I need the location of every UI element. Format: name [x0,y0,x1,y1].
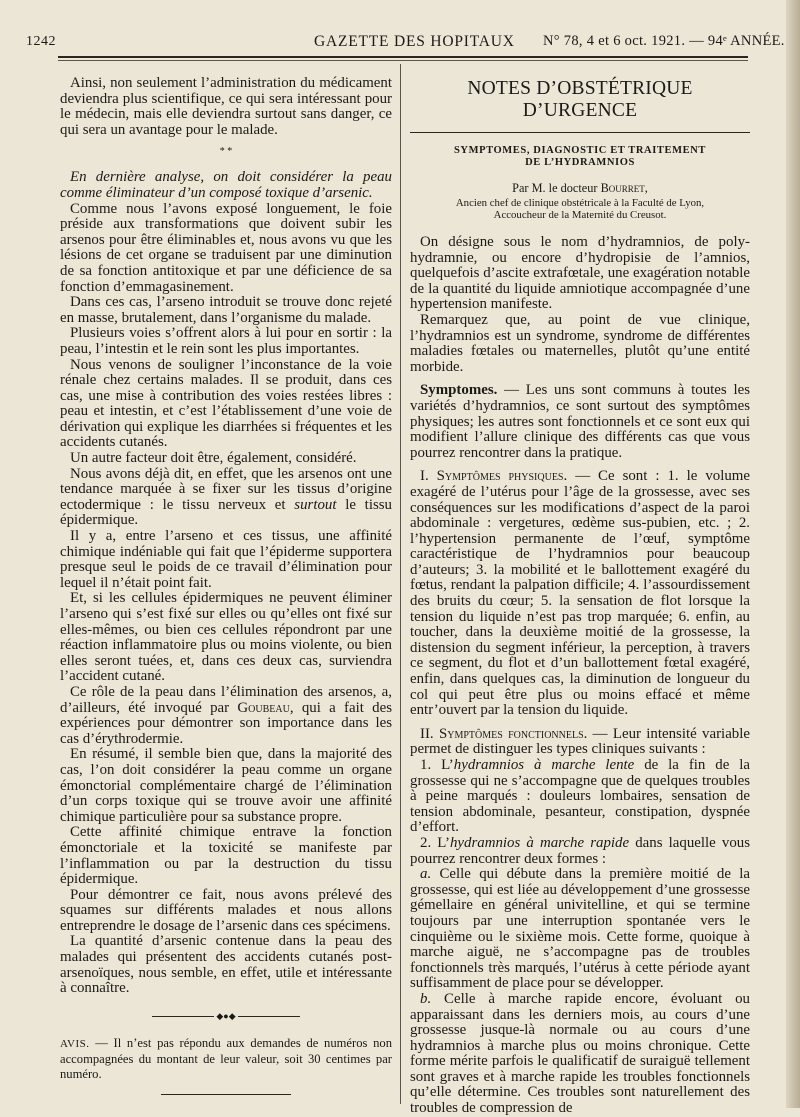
notice-text: — Il n’est pas répondu aux demandes de numéros non accompagnées du montant de leur valeur, soit 30 centimes par numéro. [60,1035,392,1081]
paragraph: Cette affinité chimique entrave la fonction émonctoriale et la toxicité se manifeste par l’inflammation ou par la destruction du tissu épidermique. [60,824,392,888]
separator-line [238,1016,300,1017]
issue-info: N° 78, 4 et 6 oct. 1921. — 94ᵉ ANNÉE. [543,33,785,49]
notice-label: AVIS. [60,1037,90,1050]
text-run: le tissu épidermique. [60,496,392,529]
text-run: , qui a fait des expériences pour démontrer son importance dans les cas d’érythrodermie. [60,699,392,747]
paragraph [410,867,750,992]
text-emphasis: surtout [294,496,337,513]
author-prefix: Par M. le docteur [512,181,601,195]
subtitle-line: SYMPTOMES, DIAGNOSTIC ET TRAITEMENT [453,145,707,156]
paragraph [410,383,750,461]
paragraph: Comme nous l’avons exposé longuement, le foie préside aux transformations que doivent subir les arsenos pour être éliminables et, nous avons vu que les lésions de cet organe se traduisent par une diminution de sa fonction antitoxique et par une déficience de sa fonction d’emmagasinement. [60,200,392,295]
header-rule-thick [58,56,748,58]
article-subtitle [410,145,750,169]
paragraph: Plusieurs voies s’offrent alors à lui pour en sortir : la peau, l’intestin et le rein sont les plus importantes. [60,325,392,357]
separator-line [152,1016,214,1017]
paragraph: Il y a, entre l’arseno et ces tissus, une affinité chimique indéniable qui fait que l’épiderme supportera presque seul le poids de ce travail d’élimination pour lequel il n’était point fait. [60,528,392,591]
page-number: 1242 [26,34,56,49]
paragraph: Dans ces cas, l’arseno introduit se trouve donc rejeté en masse, brutalement, dans l’organisme du malade. [60,294,392,326]
paragraph [410,727,750,758]
article-title: NOTES D’OBSTÉTRIQUE D’URGENCE [467,78,693,121]
section-stars: * * [219,146,233,158]
list-marker: b. [420,990,432,1007]
text-run: Celle à marche rapide encore, évoluant ou apparaissant dans les derniers mois, au cours d’une grossesse jusque-là normale ou au cours d’une hydramnios à marche plus ou moins chronique. Cette forme mérite parfois le qualificatif de suraiguë tellement sont graves et à marche rapide les troubles fonctionnels qu’elle détermine. Ces troubles sont naturellement des troubles de compression de [410,990,750,1117]
journal-title: GAZETTE DES HOPITAUX [314,33,515,50]
text-run: 2. L’ [420,834,450,851]
text-run: Celle qui débute dans la première moitié de la grossesse, qui est liée au développement d’une grossesse gémellaire en général univitelline, et qui se termine toujours par une interruption spontanée vers le cinquième ou le sixième mois. Cette forme, quoique à marche aiguë, ne s’accompagne pas de troubles fonctionnels très marqués, l’utérus à cette période ayant suffisamment de place pour se développer. [410,866,750,992]
right-column [410,64,750,1117]
author-affiliation [410,197,750,221]
author-line [410,181,750,195]
paragraph: Remarquez que, au point de vue clinique, l’hydramnios est un syndrome, syndrome de différentes maladies fœtales ou maternelles, plutôt qu’une entité morbide. [410,311,750,375]
paragraph: En résumé, il semble bien que, dans la majorité des cas, l’on doit considérer la peau comme un organe émonctorial complémentaire chargé de l’élimination d’un corps toxique qui se trouve avoir une affinité chimique particulière pour sa substance propre. [60,746,392,825]
text-run: Nous avons déjà dit, en effet, que les arsenos ont une tendance marquée à se fixer sur les tissus d’origine ectodermique : le tissu nerveux et [60,465,392,513]
section-separator [60,1011,392,1022]
paragraph: Et, si les cellules épidermiques ne peuvent éliminer l’arseno qui s’est fixé sur elles ou qu’elles ont fixé sur elles-mêmes, ou bien ces cellules répondront par une réaction inflammatoire plus ou moins violente, ou bien elles seront tuées, et, dans ces deux cas, surviendra l’accident cutané. [60,590,392,685]
text-run: Ce rôle de la peau dans l’élimination des arsenos, a, d’ailleurs, été invoqué par [60,683,392,716]
header-rule-thin [58,60,748,61]
affiliation-line: Ancien chef de clinique obstétricale à la Faculté de Lyon, [455,197,705,209]
footer-rule [161,1094,291,1095]
column-divider [400,64,401,1104]
page-edge [786,0,800,1108]
text-run: — Les uns sont communs à toutes les variétés d’hydramnios, ce sont surtout des symptômes physiques; les autres sont fonctionnels et ce sont eux qui modifient l’allure clinique des différents cas que vous pourrez rencontrer dans la pratique. [410,382,750,461]
left-column [60,64,392,1095]
text-emphasis: hydramnios à marche lente [453,757,635,773]
paragraph-italic: En dernière analyse, on doit considérer la peau comme éliminateur d’un composé toxique d’arsenic. [60,169,392,201]
subtitle-line: DE L’HYDRAMNIOS [525,157,635,168]
paragraph [60,685,392,747]
text-run: — Ce sont : 1. le volume exagéré de l’utérus pour l’âge de la grossesse, avec ses conséquences sur les modifications d’aspect de la paroi abdominale : vergetures, œdème sus-pubien, etc. ; 2. l’hypertension permanente de l’œuf, symptôme caractéristique de l’hydramnios pour beaucoup d’auteurs; 3. la mobilité et le ballottement exagéré du fœtus, rendant la palpation difficile; 4. l’assourdissement des bruits du cœur; 5. la sensation de flot lorsque la tension du liquide n’est pas trop marquée; 6. enfin, au toucher, dans la deuxième moitié de la grossesse, la distension du segment inférieur, la perception, à travers ce segment, du flot et d’un ballottement fœtal exagéré, enfin, dans quelques cas, la diminution de longueur du col qui peut être plus ou moins effacé et même entr’ouvert par la tension du liquide. [410,468,750,719]
text-run: de la fin de la grossesse qui ne s’accompagne que de quelques troubles à peine marqués : douleurs lombaires, sensation de tension abdominale, pesanteur, constipation, dyspnée d’effort. [410,757,750,836]
text-run: dans laquelle vous pourrez rencontrer deux formes : [410,834,751,867]
notice [60,1036,392,1082]
paragraph: La quantité d’arsenic contenue dans la peau des malades qui présentent des accidents cutanés post-arsenoïques, nous semble, en effet, utile et intéressante à connaître. [60,933,392,997]
section-heading: II. Symptômes fonctionnels. [420,725,588,742]
affiliation-line: Accoucheur de la Maternité du Creusot. [493,209,667,221]
author-reference: Goubeau [237,699,290,716]
paragraph [410,992,750,1117]
paragraph: Ainsi, non seulement l’administration du médicament deviendra plus scientifique, ce qui sera intéressant pour le médecin, mais elle deviendra surtout sans danger, ce qui sera un avantage pour le malade. [60,75,392,138]
running-header [0,0,800,64]
paragraph [410,469,750,719]
paragraph [410,836,750,867]
title-rule [410,132,750,133]
paragraph [60,467,392,529]
paragraph: Nous venons de souligner l’inconstance de la voie rénale chez certains malades. Il se produit, dans ces cas, une mise à contribution des voies restées libres : peau et intestin, et c’est l’établissement d’une voie de dérivation qui explique les diarrhées si fréquentes et les accidents cutanés. [60,356,392,451]
paragraph: On désigne sous le nom d’hydramnios, de poly-hydramnie, ou encore d’hydropisie de l’amnios, quelquefois d’ascite extrafœtale, une exagération notable de la quantité du liquide amniotique accompagnée d’une hypertension manifeste. [410,234,750,313]
section-heading: Symptomes. [420,382,498,399]
section-heading: I. Symptômes physiques. [420,468,568,485]
text-run: 1. L’ [420,757,454,773]
text-run: — Leur intensité variable permet de distinguer les types cliniques suivants : [410,725,750,758]
paragraph [410,758,750,836]
text-emphasis: hydramnios à marche rapide [449,834,630,851]
list-marker: a. [420,866,432,883]
paragraph: Pour démontrer ce fait, nous avons prélevé des squames sur différents malades et nous allons entreprendre le dosage de l’arsenic dans ces spécimens. [60,886,392,934]
separator-ornament: ◆●◆ [216,1010,236,1021]
author-name: Bourret, [600,181,648,195]
paragraph: Un autre facteur doit être, également, considéré. [70,450,357,467]
